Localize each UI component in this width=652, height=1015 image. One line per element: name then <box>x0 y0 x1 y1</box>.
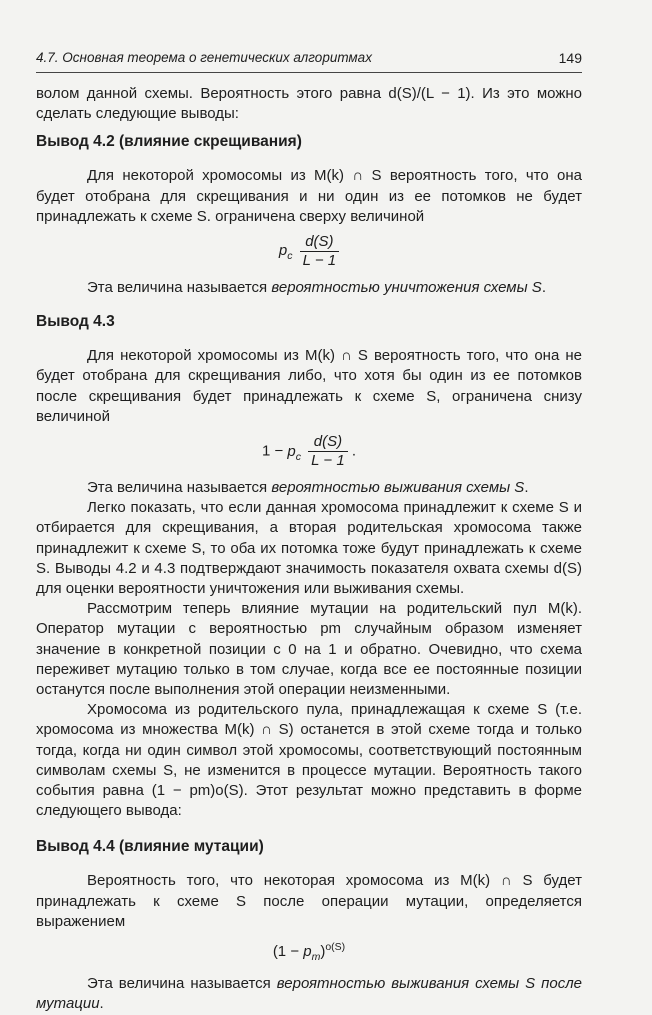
paragraph-mutation-definition: Эта величина называется вероятностью выживания схемы S после мутации. <box>36 975 582 1013</box>
formula-coefficient: $p_c$ <box>287 442 301 463</box>
paragraph-chromosome-mutation: Хромосома из родительского пула, принадлежащая к схеме S (т.е. хромосома из множества M(k) ∩ S) останется в этой схеме тогда и только тогда, когда ни один символ этой хромосомы, соответствующий постоянным символам схемы S, не изменится в процессе мутации. Вероятность такого события равна (1 − pm)o(S). Этот результат можно представить в форме следующего вывода: <box>36 701 582 820</box>
paragraph-conclusion-4-2: Для некоторой хромосомы из M(k) ∩ S вероятность того, что она будет отобрана для скрещивания и ни один из ее потомков не будет принадлежать к схеме S. ограничена сверху величиной <box>36 167 582 225</box>
section-title: 4.7. Основная теорема о генетических алгоритмах <box>36 50 372 65</box>
formula-survival-probability: $1 - p_c$ $\frac{d(S)}{L - 1}$ . <box>261 433 357 470</box>
intro-paragraph: волом данной схемы. Вероятность этого равна d(S)/(L − 1). Из это можно сделать следующие выводы: <box>36 85 582 123</box>
formula-coefficient: $p_c$ <box>278 242 293 263</box>
formula-mutation-survival: $(1 - p_m)^{o(S)}$ <box>272 941 346 964</box>
paragraph-destruction-definition: Эта величина называется вероятностью уничтожения схемы S. <box>87 279 546 297</box>
heading-conclusion-4-3: Вывод 4.3 <box>36 313 115 331</box>
fraction-numerator: d(S) <box>308 433 348 452</box>
formula-destruction-probability <box>36 233 582 270</box>
paragraph-crossover-note: Легко показать, что если данная хромосома принадлежит к схеме S и отбирается для скрещивания, а вторая родительская хромосома также принадлежит к схеме S, то оба их потомка тоже будут принадлежать к схеме S. Выводы 4.2 и 4.3 подтверждают значимость показателя охвата схемы d(S) для оценки вероятности уничтожения или выживания схемы. <box>36 499 582 598</box>
term-survival-probability: вероятностью выживания схемы S <box>271 479 525 497</box>
formula-fraction <box>308 433 348 470</box>
heading-conclusion-4-2: Вывод 4.2 (влияние скрещивания) <box>36 133 302 151</box>
page-number: 149 <box>558 50 582 66</box>
fraction-numerator: d(S) <box>300 233 340 252</box>
heading-conclusion-4-4: Вывод 4.4 (влияние мутации) <box>36 838 264 856</box>
fraction-denominator: L − 1 <box>302 252 337 270</box>
formula-fraction <box>300 233 340 270</box>
paragraph-survival-definition: Эта величина называется вероятностью выживания схемы S. <box>87 479 529 497</box>
paragraph-mutation-intro: Рассмотрим теперь влияние мутации на родительский пул M(k). Оператор мутации с вероятностью pm случайным образом изменяет значение в конкретной позиции с 0 на 1 и обратно. Очевидно, что схема переживет мутацию только в том случае, когда все ее постоянные позиции останутся после выполнения этой операции неизменными. <box>36 600 582 699</box>
paragraph-conclusion-4-4: Вероятность того, что некоторая хромосома из M(k) ∩ S будет принадлежать к схеме S после операции мутации, определяется выражением <box>36 872 582 930</box>
fraction-denominator: L − 1 <box>311 452 345 470</box>
term-destruction-probability: вероятностью уничтожения схемы S <box>271 279 542 297</box>
page-content <box>36 84 582 1015</box>
term-mutation-survival: вероятностью выживания схемы S после мутации <box>36 975 582 1013</box>
paragraph-conclusion-4-3: Для некоторой хромосомы из M(k) ∩ S вероятность того, что она не будет отобрана для скрещивания либо, что хотя бы один из ее потомков после скрещивания будет принадлежать к схеме S, ограничена снизу величиной <box>36 347 582 425</box>
running-header <box>36 50 582 73</box>
